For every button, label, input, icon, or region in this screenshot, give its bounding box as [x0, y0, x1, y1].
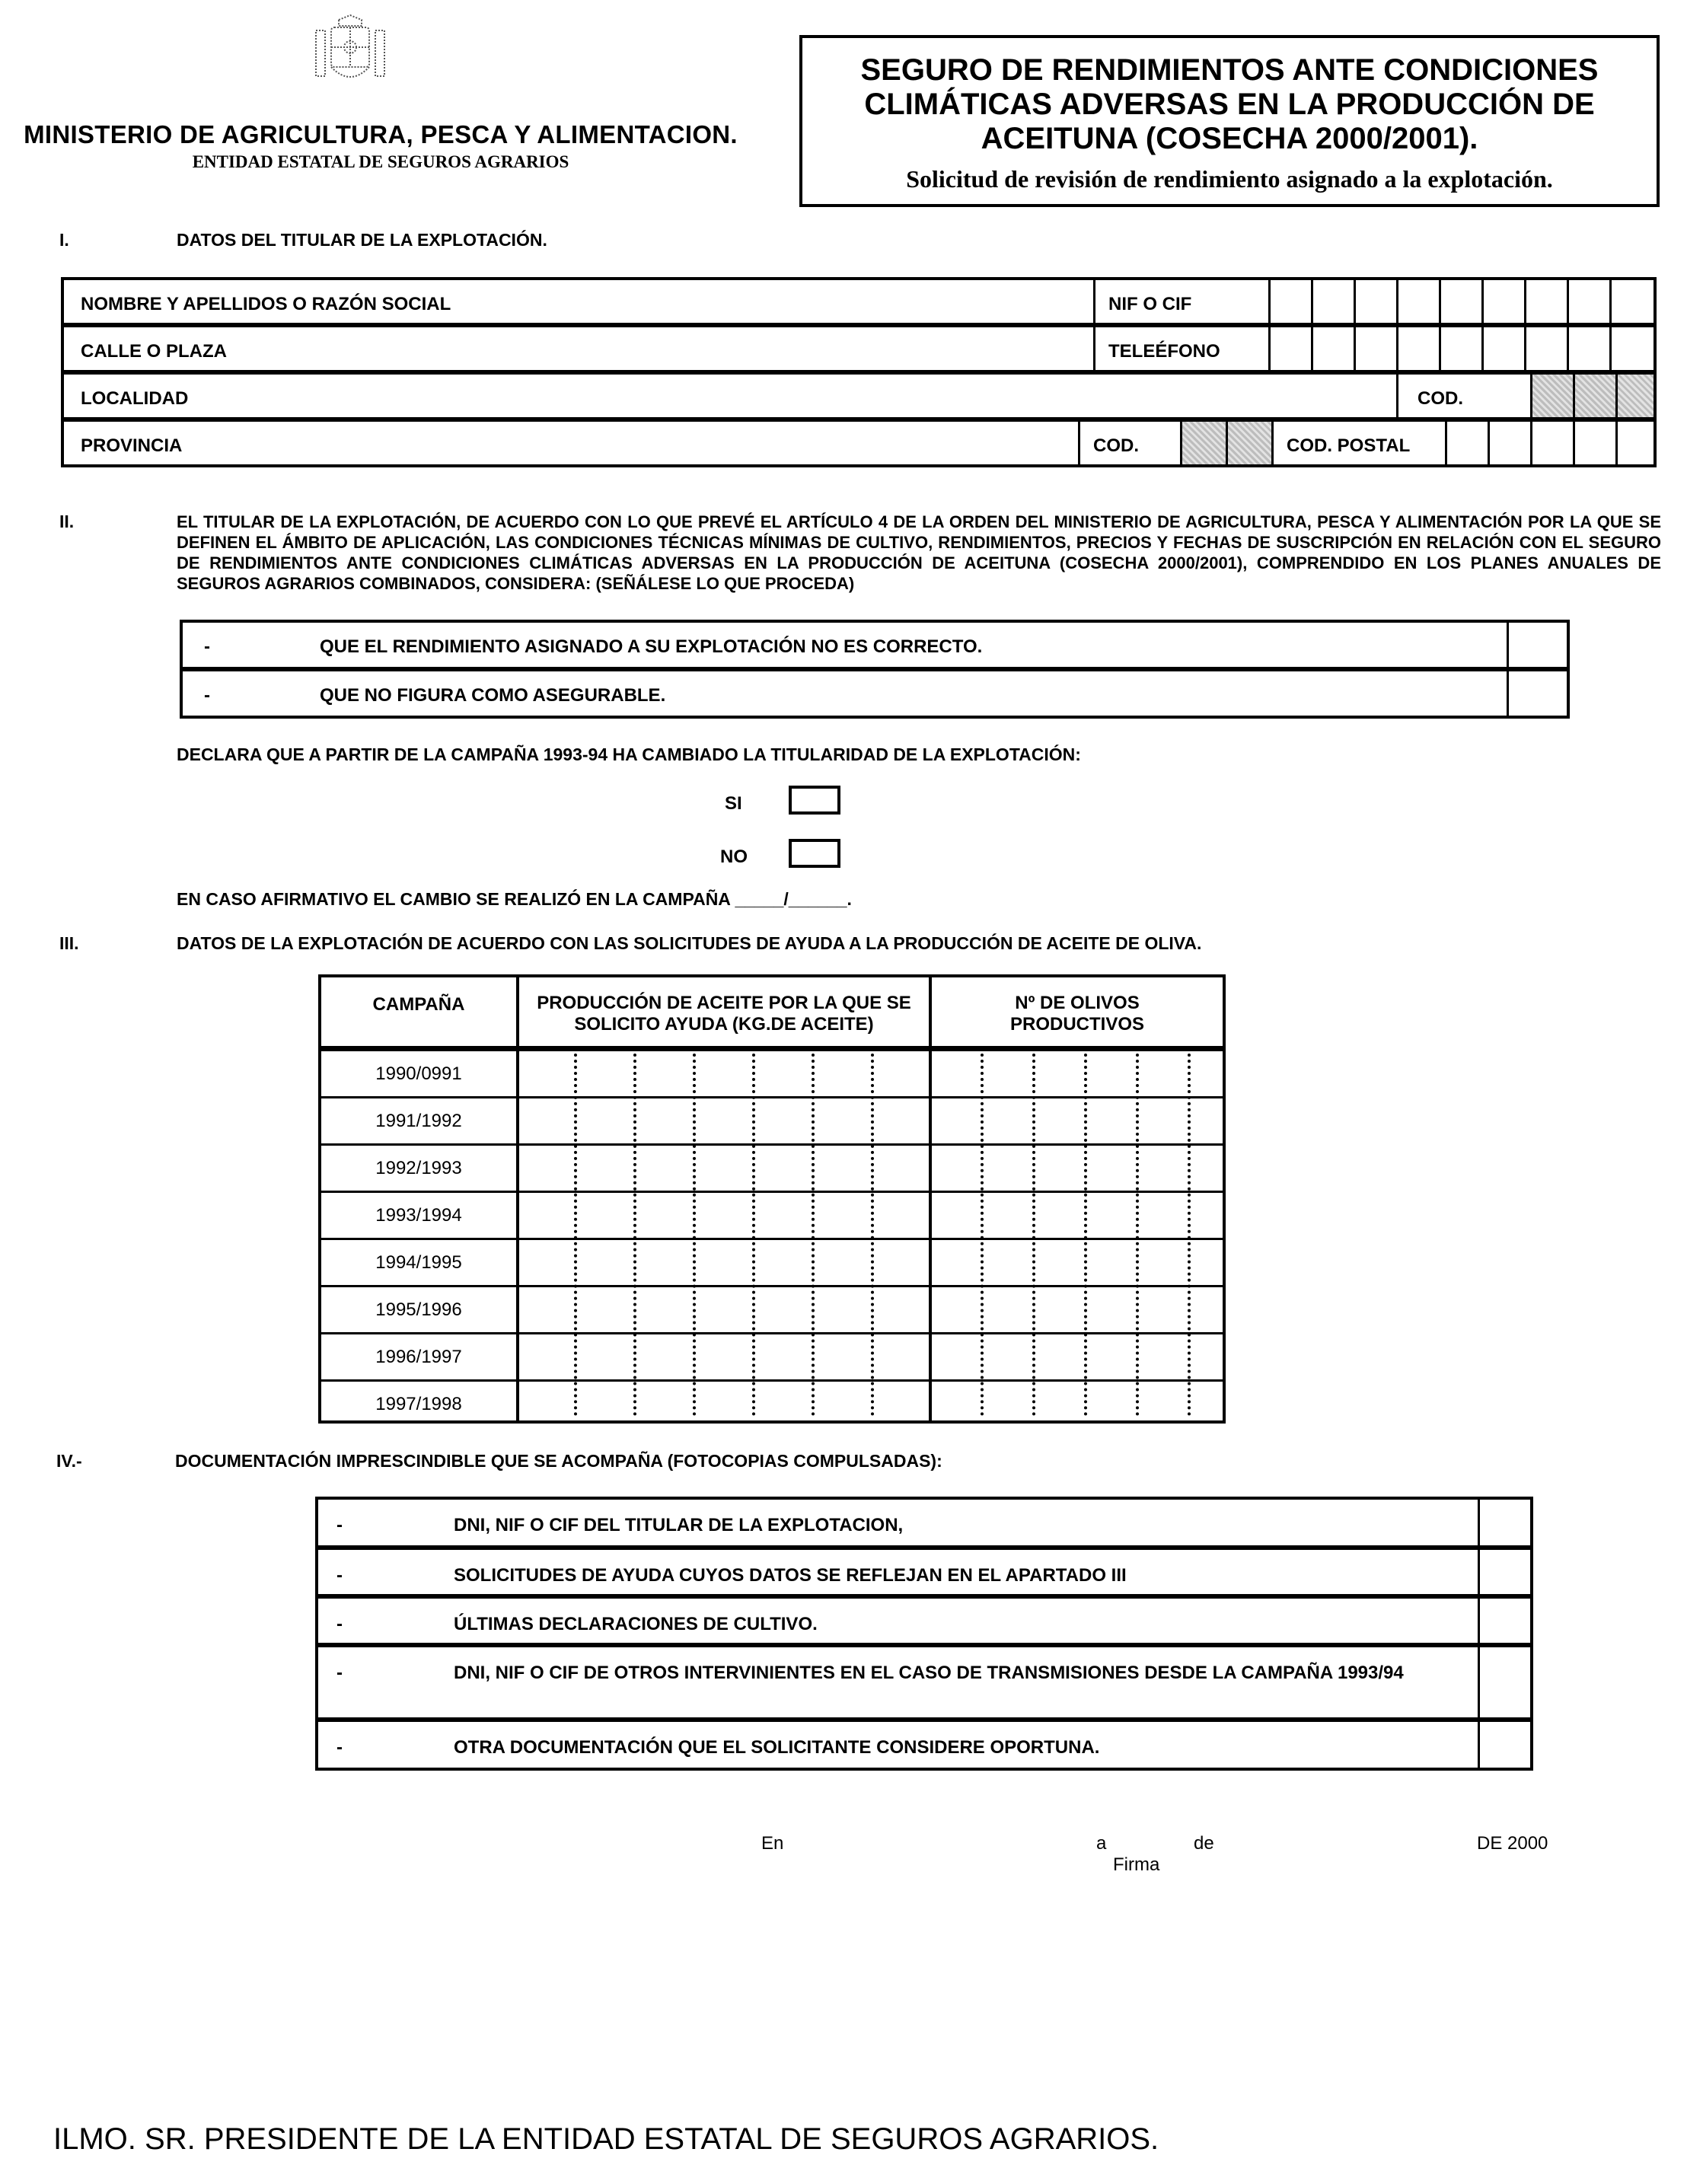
cod-postal-label: COD. POSTAL — [1287, 435, 1411, 456]
section-number: II. — [59, 512, 75, 531]
campaign-year: 1994/1995 — [375, 1252, 462, 1273]
localidad-cod-box[interactable] — [1573, 375, 1615, 417]
document-label: OTRA DOCUMENTACIÓN QUE EL SOLICITANTE CONSIDERE OPORTUNA. — [454, 1737, 1100, 1758]
table-row — [321, 1191, 1223, 1238]
document-item — [315, 1497, 1533, 1548]
form-subtitle: Solicitud de revisión de rendimiento asignado a la explotación. — [906, 165, 1553, 193]
section-number: I. — [59, 230, 69, 250]
telefono-digit-box[interactable] — [1567, 327, 1609, 370]
document-checkbox[interactable] — [1478, 1599, 1530, 1643]
nif-digit-box[interactable] — [1268, 280, 1311, 323]
campaign-year: 1991/1992 — [375, 1111, 462, 1131]
nif-digit-box[interactable] — [1439, 280, 1481, 323]
cod-postal-digit-box[interactable] — [1573, 422, 1615, 464]
nif-digit-box[interactable] — [1311, 280, 1354, 323]
document-label: SOLICITUDES DE AYUDA CUYOS DATOS SE REFLEJAN EN EL APARTADO III — [454, 1565, 1127, 1586]
form-title-box — [799, 35, 1660, 207]
table-row — [321, 1143, 1223, 1191]
signature-year: DE 2000 — [1477, 1833, 1548, 1854]
option-row — [180, 620, 1570, 670]
coat-of-arms-icon — [308, 14, 392, 90]
provincia-cod-box[interactable] — [1180, 422, 1226, 464]
table-row — [321, 1096, 1223, 1143]
document-bullet: - — [336, 1515, 343, 1535]
option-checkbox[interactable] — [1507, 623, 1567, 667]
document-checkbox[interactable] — [1478, 1500, 1530, 1545]
form-title-line: ACEITUNA (COSECHA 2000/2001). — [981, 122, 1478, 155]
provincia-cod-label: COD. — [1093, 435, 1139, 456]
document-item — [315, 1547, 1533, 1597]
document-bullet: - — [336, 1663, 343, 1683]
field-row-localidad — [61, 371, 1657, 420]
document-checkbox[interactable] — [1478, 1722, 1530, 1768]
digit-separator — [871, 1054, 874, 1416]
no-label: NO — [720, 846, 748, 867]
document-checkbox[interactable] — [1478, 1550, 1530, 1594]
document-bullet: - — [336, 1614, 343, 1634]
localidad-cod-box[interactable] — [1530, 375, 1573, 417]
caso-afirmativo-text: EN CASO AFIRMATIVO EL CAMBIO SE REALIZÓ EN LA CAMPAÑA _____/______. — [177, 889, 852, 909]
telefono-digit-box[interactable] — [1609, 327, 1652, 370]
nif-digit-box[interactable] — [1396, 280, 1439, 323]
digit-separator — [574, 1054, 577, 1416]
campaign-year: 1997/1998 — [375, 1394, 462, 1414]
section-title: DATOS DE LA EXPLOTACIÓN DE ACUERDO CON LAS SOLICITUDES DE AYUDA A LA PRODUCCIÓN DE ACEITE DE OLIVA. — [177, 933, 1202, 953]
header-campana: CAMPAÑA — [321, 977, 516, 1049]
provincia-label: PROVINCIA — [81, 435, 183, 456]
telefono-digit-box[interactable] — [1354, 327, 1396, 370]
localidad-label: LOCALIDAD — [81, 388, 189, 409]
document-bullet: - — [336, 1737, 343, 1758]
ministry-name: MINISTERIO DE AGRICULTURA, PESCA Y ALIMENTACION. — [24, 120, 738, 148]
digit-separator — [812, 1054, 815, 1416]
declara-text: DECLARA QUE A PARTIR DE LA CAMPAÑA 1993-94 HA CAMBIADO LA TITULARIDAD DE LA EXPLOTACIÓN: — [177, 744, 1081, 764]
no-checkbox[interactable] — [789, 839, 840, 868]
form-title-line: SEGURO DE RENDIMIENTOS ANTE CONDICIONES — [860, 53, 1599, 87]
document-label: DNI, NIF O CIF DEL TITULAR DE LA EXPLOTACION, — [454, 1515, 904, 1535]
addressee: ILMO. SR. PRESIDENTE DE LA ENTIDAD ESTATAL DE SEGUROS AGRARIOS. — [53, 2122, 1159, 2156]
campaign-year: 1992/1993 — [375, 1158, 462, 1178]
cod-postal-digit-box[interactable] — [1488, 422, 1530, 464]
document-checkbox[interactable] — [1478, 1647, 1530, 1717]
signature-de: de — [1194, 1833, 1214, 1854]
digit-separator — [1188, 1054, 1191, 1416]
localidad-cod-label: COD. — [1418, 388, 1463, 409]
signature-firma: Firma — [1113, 1854, 1160, 1875]
telefono-label: TELEÉFONO — [1108, 341, 1220, 362]
si-checkbox[interactable] — [789, 786, 840, 815]
campaign-year: 1990/0991 — [375, 1063, 462, 1084]
document-item — [315, 1596, 1533, 1646]
form-title — [802, 53, 1657, 156]
nif-digit-box[interactable] — [1481, 280, 1524, 323]
cod-postal-digit-box[interactable] — [1445, 422, 1488, 464]
table-row — [321, 1332, 1223, 1379]
entity-name: ENTIDAD ESTATAL DE SEGUROS AGRARIOS — [192, 152, 569, 171]
signature-en: En — [761, 1833, 784, 1854]
nif-digit-box[interactable] — [1567, 280, 1609, 323]
cod-postal-digit-box[interactable] — [1615, 422, 1658, 464]
telefono-digit-box[interactable] — [1439, 327, 1481, 370]
digit-separator — [981, 1054, 984, 1416]
document-label: DNI, NIF O CIF DE OTROS INTERVINIENTES EN EL CASO DE TRANSMISIONES DESDE LA CAMPAÑA 1993/94 — [454, 1663, 1404, 1683]
option-label: QUE NO FIGURA COMO ASEGURABLE. — [320, 685, 666, 706]
localidad-cod-box[interactable] — [1615, 375, 1658, 417]
option-row — [180, 668, 1570, 719]
si-label: SI — [725, 793, 742, 814]
section-title: DOCUMENTACIÓN IMPRESCINDIBLE QUE SE ACOMPAÑA (FOTOCOPIAS COMPULSADAS): — [175, 1451, 942, 1471]
telefono-digit-box[interactable] — [1311, 327, 1354, 370]
telefono-digit-box[interactable] — [1396, 327, 1439, 370]
production-table — [318, 974, 1226, 1424]
telefono-digit-box[interactable] — [1268, 327, 1311, 370]
table-row — [321, 1049, 1223, 1096]
option-label: QUE EL RENDIMIENTO ASIGNADO A SU EXPLOTACIÓN NO ES CORRECTO. — [320, 636, 983, 657]
field-row-provincia — [61, 419, 1657, 467]
digit-separator — [1084, 1054, 1087, 1416]
document-label: ÚLTIMAS DECLARACIONES DE CULTIVO. — [454, 1614, 818, 1634]
nif-digit-box[interactable] — [1609, 280, 1652, 323]
document-item — [315, 1719, 1533, 1771]
calle-label: CALLE O PLAZA — [81, 341, 227, 362]
campaign-year: 1993/1994 — [375, 1205, 462, 1226]
provincia-cod-box[interactable] — [1226, 422, 1271, 464]
header-olivos: Nº DE OLIVOS PRODUCTIVOS — [929, 977, 1223, 1049]
telefono-digit-box[interactable] — [1481, 327, 1524, 370]
option-checkbox[interactable] — [1507, 671, 1567, 716]
campaign-year: 1995/1996 — [375, 1299, 462, 1320]
digit-separator — [1136, 1054, 1139, 1416]
table-row — [321, 1285, 1223, 1332]
campaign-year: 1996/1997 — [375, 1347, 462, 1367]
document-bullet: - — [336, 1565, 343, 1586]
table-row — [321, 1238, 1223, 1285]
signature-a: a — [1096, 1833, 1107, 1854]
option-bullet: - — [204, 636, 210, 657]
digit-separator — [633, 1054, 636, 1416]
telefono-digit-box[interactable] — [1524, 327, 1567, 370]
digit-separator — [752, 1054, 755, 1416]
section2-paragraph: EL TITULAR DE LA EXPLOTACIÓN, DE ACUERDO CON LO QUE PREVÉ EL ARTÍCULO 4 DE LA ORDEN DEL MINISTERIO DE AGRICULTURA, PESCA Y ALIMENTACIÓN POR LA QUE SE DEFINEN EL ÁMBITO DE APLICACIÓN, LAS CONDICIONES TÉCNICAS MÍNIMAS DE CULTIVO, RENDIMIENTOS, PRECIOS Y FECHAS DE SUSCRIPCIÓN EN RELACIÓN CON EL SEGURO DE RENDIMIENTOS ANTE CONDICIONES CLIMÁTICAS ADVERSAS EN LA PRODUCCIÓN DE ACEITUNA (COSECHA 2000/2001), COMPRENDIDO EN LOS PLANES ANUALES DE SEGUROS AGRARIOS COMBINADOS, CONSIDERA: (SEÑÁLESE LO QUE PROCEDA) — [177, 512, 1661, 593]
form-title-line: CLIMÁTICAS ADVERSAS EN LA PRODUCCIÓN DE — [864, 88, 1595, 121]
field-row-nombre — [61, 277, 1657, 326]
option-bullet: - — [204, 685, 210, 706]
section-number: III. — [59, 933, 79, 953]
section-title: DATOS DEL TITULAR DE LA EXPLOTACIÓN. — [177, 230, 547, 250]
nif-label: NIF O CIF — [1108, 294, 1192, 314]
nif-digit-box[interactable] — [1354, 280, 1396, 323]
digit-separator — [693, 1054, 696, 1416]
digit-separator — [1032, 1054, 1035, 1416]
section-number: IV.- — [56, 1451, 82, 1471]
field-row-calle — [61, 324, 1657, 373]
nif-digit-box[interactable] — [1524, 280, 1567, 323]
header-produccion: PRODUCCIÓN DE ACEITE POR LA QUE SE SOLICITO AYUDA (KG.DE ACEITE) — [516, 977, 929, 1049]
document-item — [315, 1644, 1533, 1720]
table-row — [321, 1379, 1223, 1427]
cod-postal-digit-box[interactable] — [1530, 422, 1573, 464]
nombre-label: NOMBRE Y APELLIDOS O RAZÓN SOCIAL — [81, 294, 451, 314]
